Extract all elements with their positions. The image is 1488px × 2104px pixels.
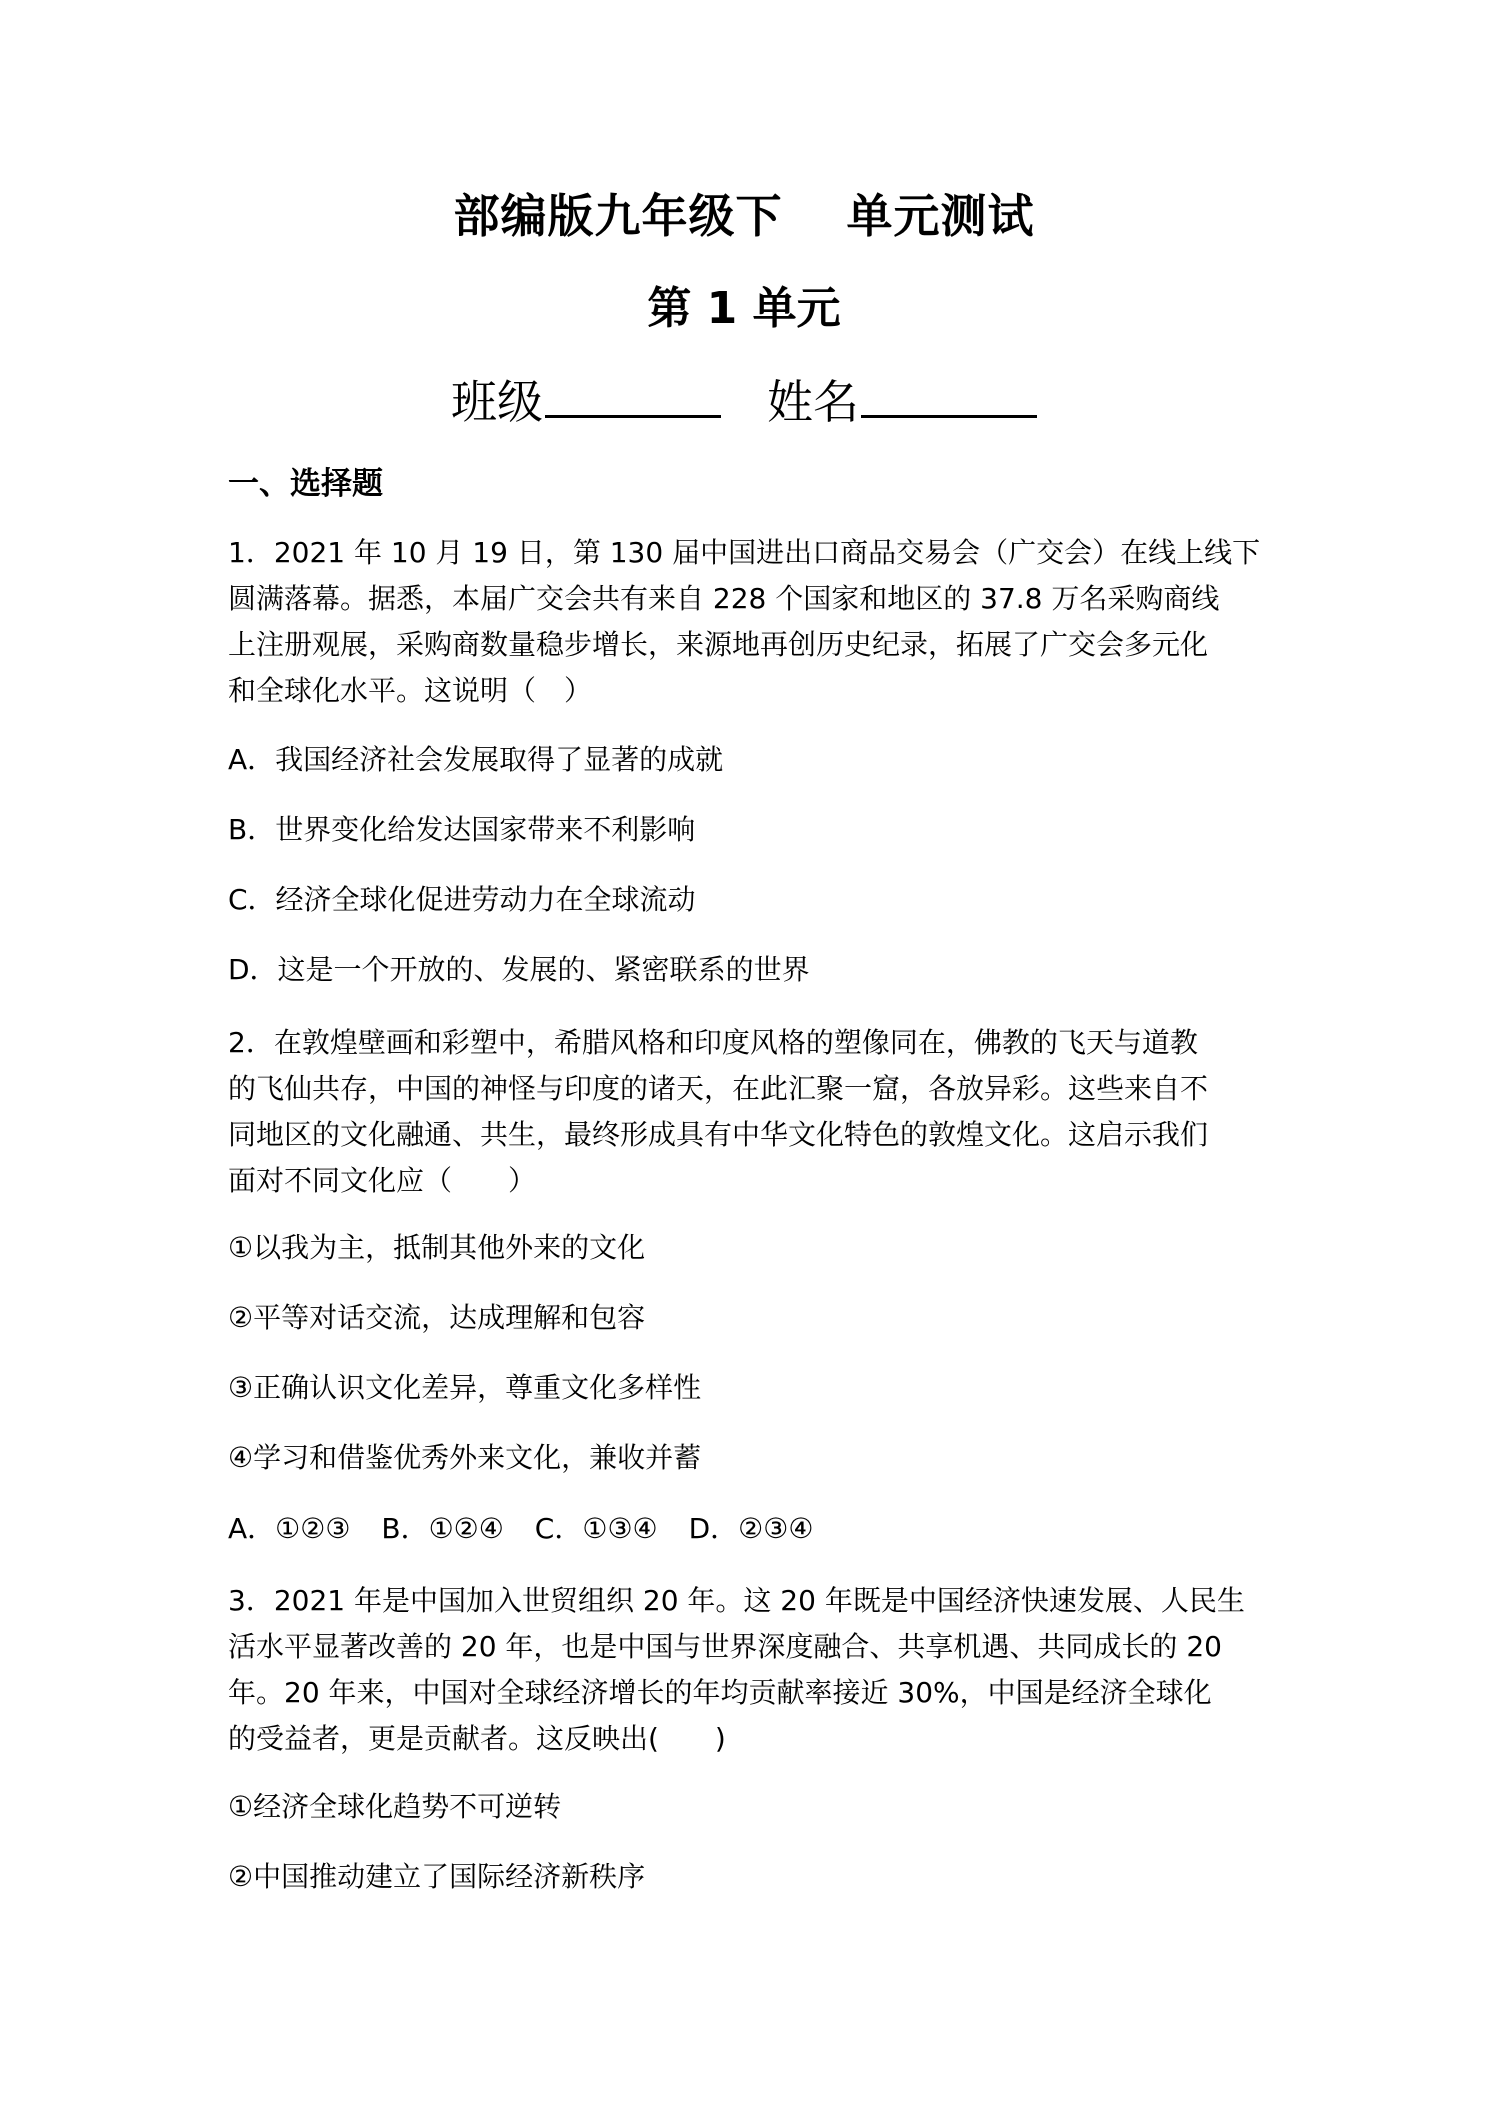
question-2-stem (228, 1020, 1268, 1204)
stem-line: 的受益者，更是贡献者。这反映出( ) (228, 1722, 726, 1755)
question-2-statement-3: ③正确认识文化差异，尊重文化多样性 (228, 1371, 702, 1404)
class-blank[interactable] (545, 371, 721, 418)
question-2-statement-1: ①以我为主，抵制其他外来的文化 (228, 1231, 646, 1264)
section-title: 一、选择题 (228, 466, 383, 502)
question-2-statement-2: ②平等对话交流，达成理解和包容 (228, 1301, 646, 1334)
name-blank[interactable] (861, 371, 1037, 418)
question-1-option-d: D．这是一个开放的、发展的、紧密联系的世界 (228, 953, 810, 986)
question-1-option-a: A．我国经济社会发展取得了显著的成就 (228, 743, 724, 776)
stem-line: 1．2021 年 10 月 19 日，第 130 届中国进出口商品交易会（广交会）在线上线下 (228, 536, 1261, 569)
question-1-option-c: C．经济全球化促进劳动力在全球流动 (228, 883, 696, 916)
stem-line: 上注册观展，采购商数量稳步增长，来源地再创历史纪录，拓展了广交会多元化 (228, 628, 1209, 661)
name-label: 姓名 (767, 375, 859, 429)
question-2-option-a: A．①②③ (228, 1512, 351, 1545)
question-3-statement-1: ①经济全球化趋势不可逆转 (228, 1790, 562, 1823)
question-2-options (228, 1506, 835, 1552)
student-info-line (0, 366, 1488, 432)
document-title (0, 180, 1488, 246)
title-right: 单元测试 (846, 189, 1035, 243)
stem-line: 2．在敦煌壁画和彩塑中，希腊风格和印度风格的塑像同在，佛教的飞天与道教 (228, 1026, 1198, 1059)
stem-line: 同地区的文化融通、共生，最终形成具有中华文化特色的敦煌文化。这启示我们 (228, 1118, 1209, 1151)
stem-line: 年。20 年来，中国对全球经济增长的年均贡献率接近 30%，中国是经济全球化 (228, 1676, 1212, 1709)
stem-line: 圆满落幕。据悉，本届广交会共有来自 228 个国家和地区的 37.8 万名采购商线 (228, 582, 1220, 615)
question-2-option-b: B．①②④ (381, 1512, 504, 1545)
unit-title: 第 1 单元 (647, 283, 841, 334)
class-label: 班级 (451, 375, 543, 429)
question-3-stem (228, 1578, 1268, 1762)
question-2-option-c: C．①③④ (534, 1512, 658, 1545)
question-1-stem (228, 530, 1268, 714)
stem-line: 和全球化水平。这说明（ ） (228, 674, 593, 707)
question-3-statement-2: ②中国推动建立了国际经济新秩序 (228, 1860, 646, 1893)
question-2-option-d: D．②③④ (688, 1512, 814, 1545)
title-left: 部编版九年级下 (453, 189, 783, 243)
question-2-statement-4: ④学习和借鉴优秀外来文化，兼收并蓄 (228, 1441, 702, 1474)
question-1-option-b: B．世界变化给发达国家带来不利影响 (228, 813, 696, 846)
stem-line: 面对不同文化应（ ） (228, 1164, 537, 1197)
stem-line: 的飞仙共存，中国的神怪与印度的诸天，在此汇聚一窟，各放异彩。这些来自不 (228, 1072, 1209, 1105)
stem-line: 活水平显著改善的 20 年，也是中国与世界深度融合、共享机遇、共同成长的 20 (228, 1630, 1222, 1663)
stem-line: 3．2021 年是中国加入世贸组织 20 年。这 20 年既是中国经济快速发展、人民生 (228, 1584, 1245, 1617)
